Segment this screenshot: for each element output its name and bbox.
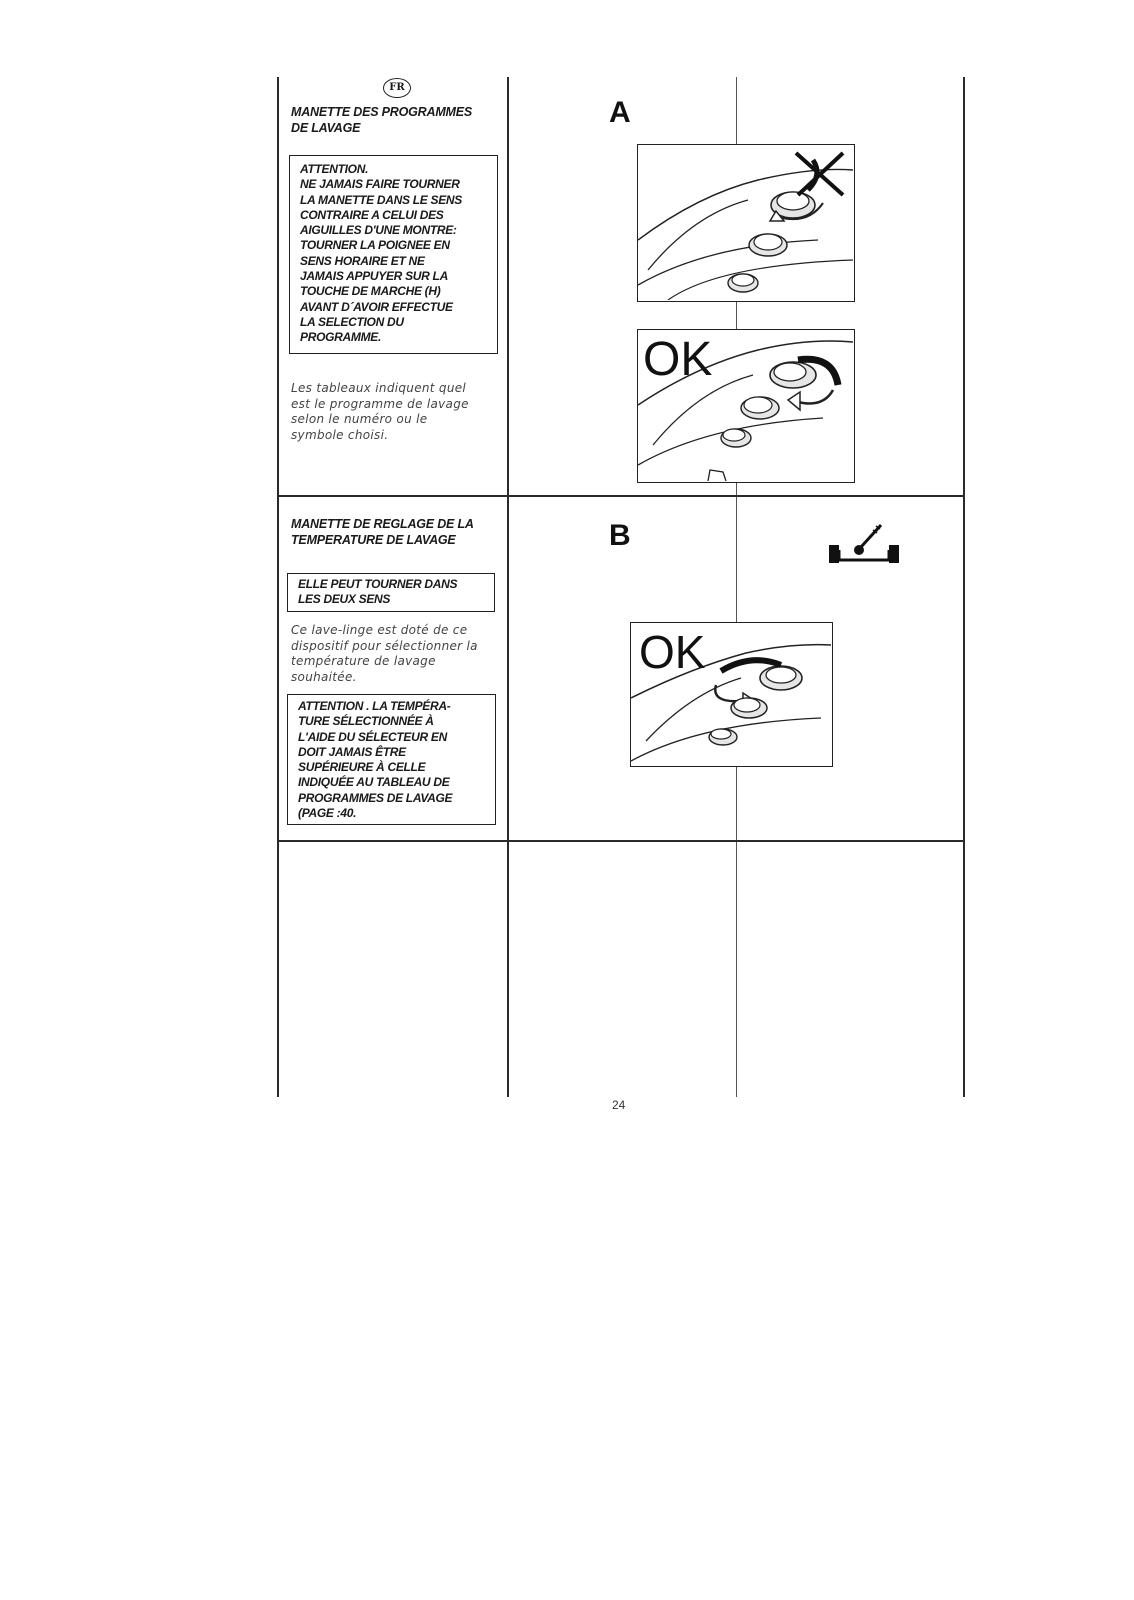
ok-label-b: OK <box>639 626 706 678</box>
step-letter-b: B <box>609 519 631 552</box>
language-badge: FR <box>383 78 411 98</box>
ok-label-a: OK <box>643 333 713 386</box>
section-b-heading: MANETTE DE REGLAGE DE LA TEMPERATURE DE LAVAGE <box>291 517 474 547</box>
section-a-heading: MANETTE DES PROGRAMMES DE LAVAGE <box>291 105 473 135</box>
section-b-note: Ce lave-linge est doté de ce dispositif pour sélectionner la température de lavage souhaitée. <box>291 623 478 684</box>
row-rule-2 <box>277 840 965 842</box>
illustration-b-ok <box>630 622 833 767</box>
column-rule-left <box>277 77 279 1097</box>
section-b-warning-box: ATTENTION . LA TEMPÉRA- TURE SÉLECTIONNÉE À L'AIDE DU SÉLECTEUR EN DOIT JAMAIS ÊTRE SUPÉRIEURE À CELLE INDIQUÉE AU TABLEAU DE PROGRAMMES DE LAVAGE (PAGE :40. <box>287 694 496 825</box>
crossed-out-icon <box>796 153 843 195</box>
page-number: 24 <box>612 1098 626 1112</box>
column-rule-right <box>963 77 965 1097</box>
section-a-warning-box: ATTENTION. NE JAMAIS FAIRE TOURNER LA MANETTE DANS LE SENS CONTRAIRE A CELUI DES AIGUILLES D'UNE MONTRE: TOURNER LA POIGNEE EN SENS HORAIRE ET NE JAMAIS APPUYER SUR LA TOUCHE DE MARCHE (H) AVANT D´AVOIR EFFECTUE LA SELECTION DU PROGRAMME. <box>289 155 498 354</box>
illustration-a-wrong <box>637 144 855 302</box>
row-rule-1 <box>277 495 965 497</box>
step-letter-a: A <box>609 96 631 129</box>
section-b-info-box: ELLE PEUT TOURNER DANS LES DEUX SENS <box>287 573 495 612</box>
column-rule-middle <box>507 77 509 1097</box>
temperature-icon <box>829 520 899 564</box>
illustration-a-ok <box>637 329 855 483</box>
section-a-note: Les tableaux indiquent quel est le programme de lavage selon le numéro ou le symbole choisi. <box>291 381 469 442</box>
rotate-arrow-icon <box>788 390 833 410</box>
